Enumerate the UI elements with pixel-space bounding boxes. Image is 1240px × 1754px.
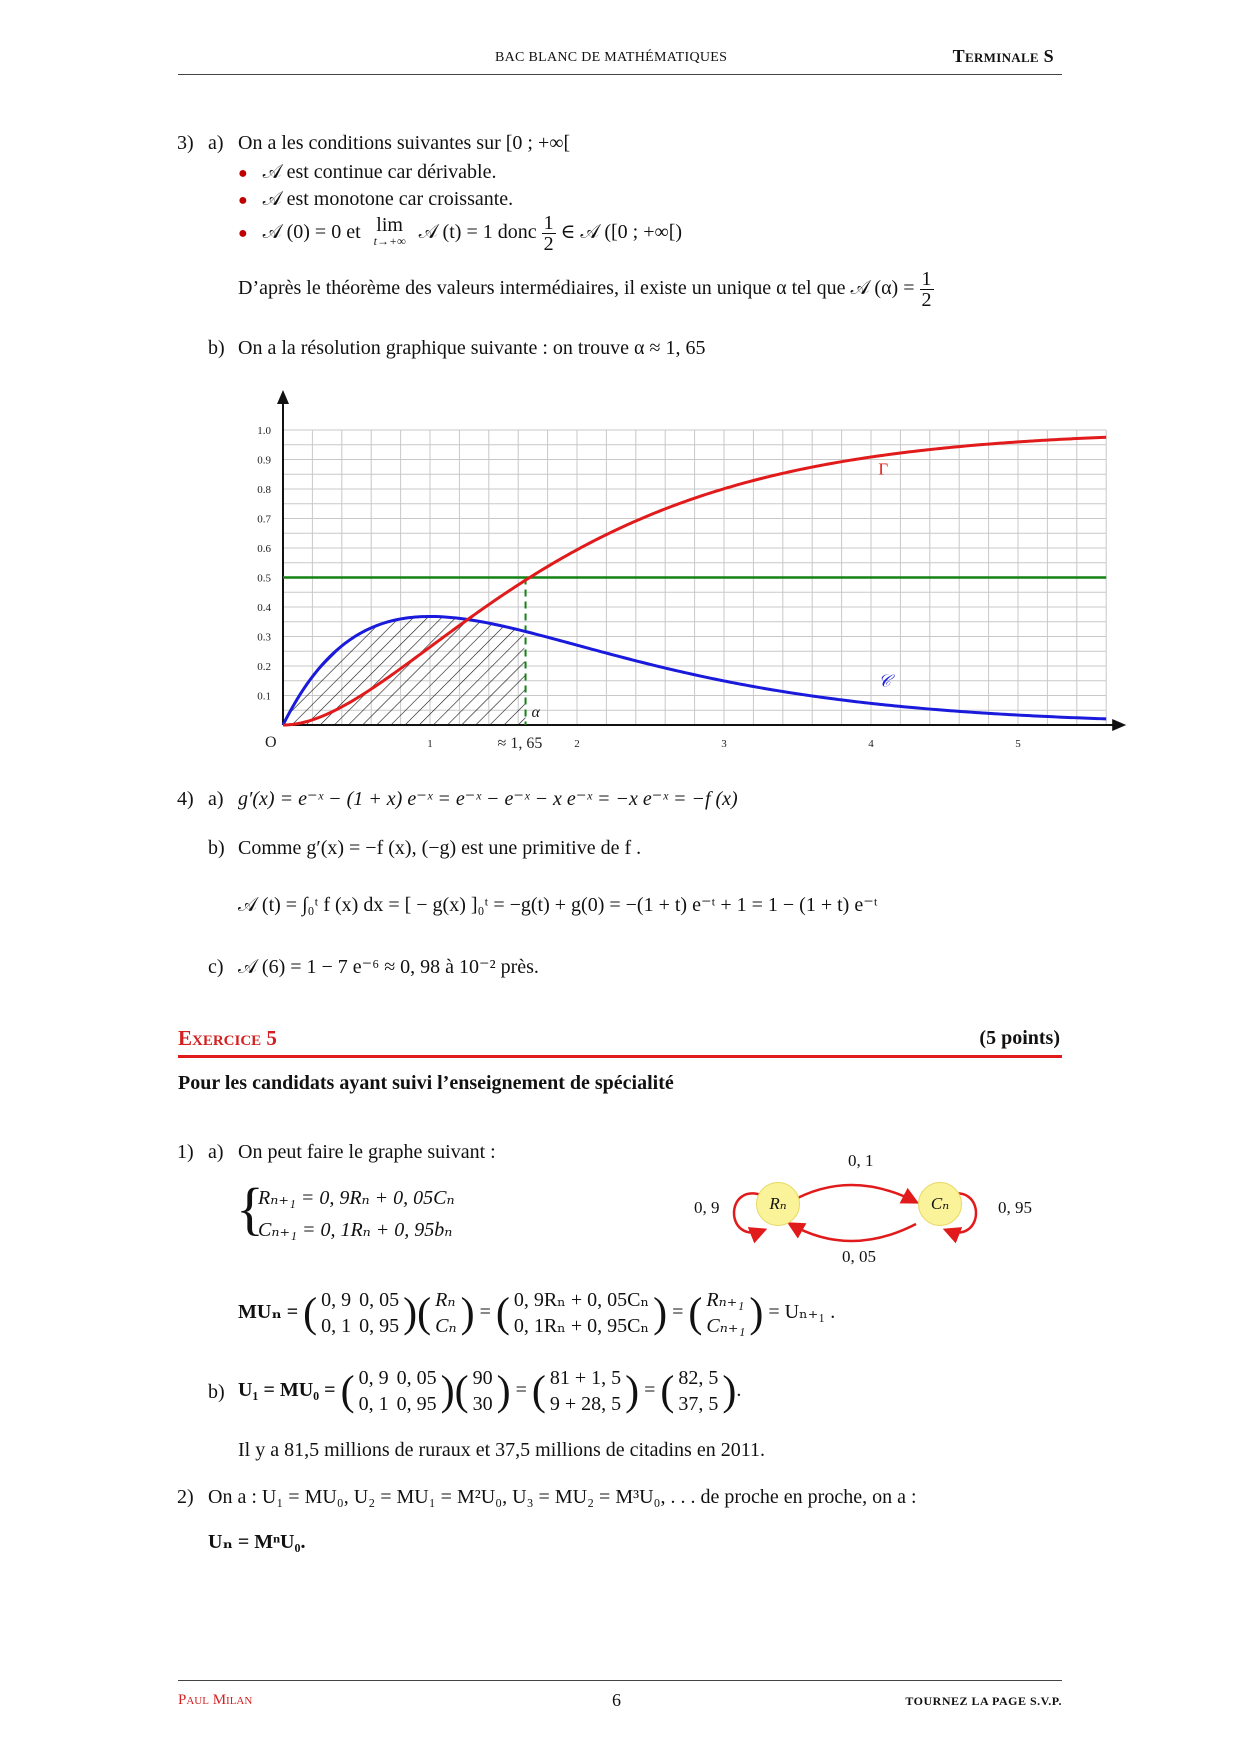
y-tick-label: 0.3 [257,631,271,644]
y-tick-label: 0.4 [257,602,271,614]
x-tick-label: 5 [1015,738,1021,750]
q5-1a-text: On peut faire le graphe suivant : [238,1141,496,1163]
y-tick-label: 0.7 [257,513,271,526]
x-tick-label: 2 [574,738,580,750]
limit-operator: lim [376,214,403,237]
exercise5-points: (5 points) [979,1027,1060,1049]
matrix-m: 0, 9 0, 05 0, 1 0, 95 [321,1289,400,1338]
one-half-fraction: $\frac{1}{2}$ [543,211,554,255]
bullet-2: ● 𝒜 est monotone car croissante. [238,188,514,210]
bullet-dot-icon: ● [238,225,248,242]
vector-sum: 81 + 1, 5 9 + 28, 5 [549,1367,622,1416]
alpha-value-label: ≈ 1, 65 [497,735,543,752]
matrix-m: 0, 9 0, 05 0, 1 0, 95 [358,1367,437,1416]
q5-1b-label: b) [208,1381,225,1403]
q5-1a-label: a) [208,1141,224,1163]
q5-2-number: 2) [177,1486,194,1508]
vector-u0: 90 30 [472,1367,493,1416]
x-tick-label: 1 [427,738,433,750]
y-tick-label: 0.1 [257,690,271,703]
header-title: BAC BLANC DE MATHÉMATIQUES [495,50,728,65]
y-tick-label: 0.2 [257,661,271,673]
series-label-c: 𝒞 [878,671,891,691]
x-tick-label: 4 [868,738,874,750]
header-rule [178,74,1062,75]
hatched-area [283,616,526,725]
footer-note: TOURNEZ LA PAGE S.V.P. [905,1694,1062,1708]
edge-r-to-c [790,1185,916,1202]
x-axis-arrow-icon [1112,719,1126,731]
u1-equation: U₁ = MU₀ = ( 0, 9 0, 05 0, 1 0, 95 )( 90 30 ) = ( 81 + 1, 5 9 + 28, 5 ) = ( 82, 5 37, 5 ). [238,1367,742,1416]
edge-cr-label: 0, 05 [842,1247,876,1266]
q3b-text: On a la résolution graphique suivante : on trouve α ≈ 1, 65 [238,337,706,359]
q4c-label: c) [208,956,224,978]
mu-equation: MUₙ = ( 0, 9 0, 05 0, 1 0, 95 )( Rₙ Cₙ ) = ( 0, 9Rₙ + 0, 05Cₙ 0, 1Rₙ + 0, 95Cₙ ) = ( Rₙ₊₁ Cₙ₊₁ ) = Uₙ₊₁ . [238,1289,836,1338]
bullet-1: ● 𝒜 est continue car dérivable. [238,161,497,183]
bullet-3: ● 𝒜 (0) = 0 et lim t→+∞ 𝒜 (t) = 1 donc $\frac{1}{2}$ ∈ 𝒜 ([0 ; +∞[) [238,211,683,255]
footer-rule [178,1680,1062,1681]
q3a-intro: On a les conditions suivantes sur [0 ; +∞[ [238,132,571,154]
header-class: Terminale S [952,46,1054,66]
system-line-1: Rₙ₊₁ = 0, 9Rₙ + 0, 05Cₙ [258,1187,455,1209]
exercise5-title: Exercice 5 [178,1026,277,1050]
exercise5-subtitle: Pour les candidats ayant suivi l’enseignement de spécialité [178,1072,674,1094]
bullet-dot-icon: ● [238,165,248,182]
q4a-label: a) [208,788,224,810]
q4a-text: g′(x) = e⁻ˣ − (1 + x) e⁻ˣ = e⁻ˣ − e⁻ˣ − x e⁻ˣ = −x e⁻ˣ = −f (x) [238,788,738,810]
vector-rc: Rₙ Cₙ [435,1289,457,1338]
q3-number: 3) [177,132,194,154]
system-line-2: Cₙ₊₁ = 0, 1Rₙ + 0, 95bₙ [258,1219,453,1241]
q4b-label: b) [208,837,225,859]
series-label-gamma: Γ [878,459,889,479]
left-brace: { [236,1176,264,1241]
edge-rc-label: 0, 1 [848,1151,874,1170]
q5-1-number: 1) [177,1141,194,1163]
y-tick-label: 0.5 [257,572,271,585]
bullet-dot-icon: ● [238,192,248,209]
x-tick-label: 3 [721,738,727,750]
q3b-label: b) [208,337,225,359]
q5-2-text: On a : U₁ = MU₀, U₂ = MU₁ = M²U₀, U₃ = MU₂ = M³U₀, . . . de proche en proche, on a : [208,1486,917,1508]
vector-expr: 0, 9Rₙ + 0, 05Cₙ 0, 1Rₙ + 0, 95Cₙ [513,1289,650,1338]
q4c-text: 𝒜 (6) = 1 − 7 e⁻⁶ ≈ 0, 98 à 10⁻² près. [238,956,539,978]
one-half-fraction: $\frac{1}{2}$ [921,267,932,311]
footer-author: Paul Milan [178,1692,253,1708]
ivt-sentence: D’après le théorème des valeurs intermédiaires, il existe un unique α tel que 𝒜 (α) = $\frac{1}{2}$ [238,267,932,311]
footer-page: 6 [612,1690,621,1710]
node-c: Cₙ [918,1182,962,1226]
q5-1b-sentence: Il y a 81,5 millions de ruraux et 37,5 millions de citadins en 2011. [238,1439,765,1461]
edge-c-to-r [790,1224,916,1241]
exercise5-rule [178,1055,1062,1058]
origin-label: O [265,734,277,751]
node-r: Rₙ [756,1182,800,1226]
alpha-label: α [531,704,540,721]
loop-c-label: 0, 95 [998,1198,1032,1217]
integral-equation: 𝒜 (t) = ∫₀ᵗ f (x) dx = [ − g(x) ]₀ᵗ = −g(t) + g(0) = −(1 + t) e⁻ᵗ + 1 = 1 − (1 + t) e⁻ᵗ [238,894,878,916]
y-tick-label: 0.9 [257,454,271,467]
vector-u1: 82, 5 37, 5 [678,1367,719,1416]
loop-r-label: 0, 9 [694,1198,720,1217]
q4-number: 4) [177,788,194,810]
y-tick-label: 0.6 [257,543,271,555]
q3a-label: a) [208,132,224,154]
y-tick-label: 0.8 [257,484,271,496]
y-axis-arrow-icon [277,390,289,404]
q5-2-result: Uₙ = MⁿU₀. [208,1531,306,1553]
limit-subscript: t→+∞ [373,234,406,249]
graph-chart [0,380,1240,780]
q4b-text: Comme g′(x) = −f (x), (−g) est une primitive de f . [238,837,642,859]
vector-next: Rₙ₊₁ Cₙ₊₁ [706,1289,746,1338]
y-tick-label: 1.0 [257,425,271,437]
